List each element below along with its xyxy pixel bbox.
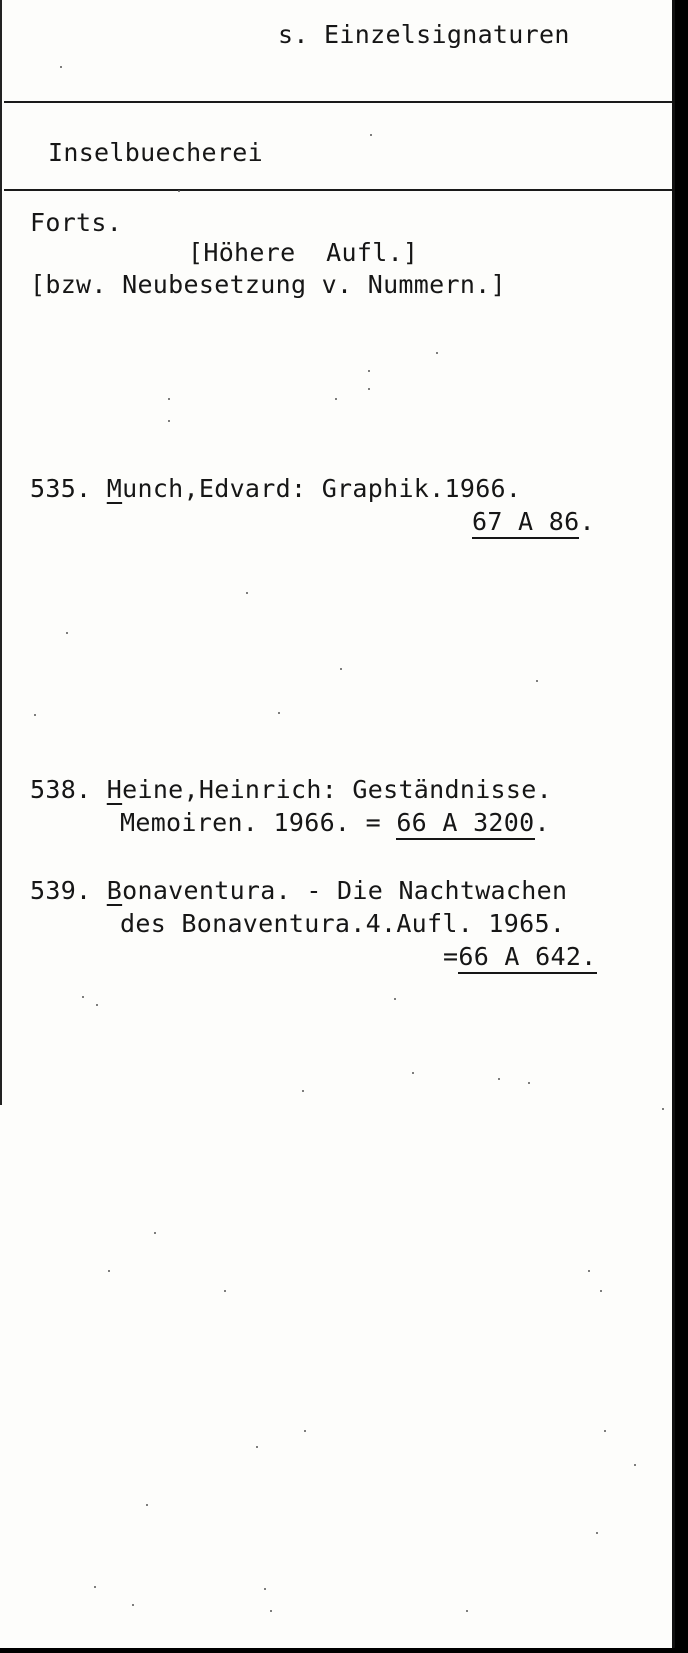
scan-speck bbox=[394, 998, 396, 1000]
scan-speck bbox=[146, 1504, 148, 1506]
scan-speck bbox=[604, 1430, 606, 1432]
entry-text: unch,Edvard: Graphik.1966. bbox=[122, 474, 522, 503]
entry-text: onaventura. - Die Nachtwachen bbox=[122, 876, 568, 905]
scan-speck bbox=[66, 632, 68, 634]
scan-speck bbox=[536, 680, 538, 682]
entry-text-line2: Memoiren. 1966. = bbox=[120, 808, 397, 837]
scan-speck bbox=[412, 1072, 414, 1074]
scan-speck bbox=[224, 1290, 226, 1292]
card-left-edge-upper bbox=[0, 0, 2, 1105]
scan-speck bbox=[256, 1446, 258, 1448]
scan-speck bbox=[94, 1586, 96, 1588]
shelf-signature: 66 A 642. bbox=[458, 942, 596, 974]
scan-speck bbox=[154, 1232, 156, 1234]
signature-suffix: . bbox=[579, 507, 595, 536]
entry-539-line1 bbox=[30, 876, 567, 906]
scan-speck bbox=[178, 190, 180, 192]
scan-speck bbox=[168, 420, 170, 422]
scan-speck bbox=[302, 1090, 304, 1092]
scan-speck bbox=[278, 712, 280, 714]
scan-speck bbox=[368, 370, 370, 372]
scan-speck bbox=[304, 1430, 306, 1432]
scan-speck bbox=[168, 398, 170, 400]
entry-538-line2 bbox=[120, 808, 550, 838]
scan-speck bbox=[596, 1532, 598, 1534]
scan-speck bbox=[662, 1108, 664, 1110]
entry-535-line1 bbox=[30, 474, 521, 504]
scan-speck bbox=[600, 1290, 602, 1292]
entry-538-line1 bbox=[30, 775, 552, 805]
entry-number: 539. bbox=[30, 876, 92, 905]
scan-speck bbox=[108, 1270, 110, 1272]
continued-note: Forts. bbox=[30, 208, 123, 237]
scan-speck bbox=[270, 1610, 272, 1612]
reference-note: s. Einzelsignaturen bbox=[278, 20, 570, 49]
entry-number: 535. bbox=[30, 474, 92, 503]
higher-editions-note: [Höhere Aufl.] bbox=[188, 238, 419, 267]
subject-heading: Inselbuecherei bbox=[48, 138, 263, 167]
entry-text: eine,Heinrich: Geständnisse. bbox=[122, 775, 552, 804]
scan-speck bbox=[264, 1588, 266, 1590]
shelf-signature: 67 A 86 bbox=[472, 507, 579, 539]
scan-speck bbox=[588, 1270, 590, 1272]
scan-speck bbox=[34, 714, 36, 716]
scan-speck bbox=[132, 1604, 134, 1606]
scan-speck bbox=[498, 1078, 500, 1080]
signature-prefix: = bbox=[443, 942, 459, 971]
scan-speck bbox=[60, 66, 62, 68]
scan-speck bbox=[634, 1464, 636, 1466]
scan-speck bbox=[96, 1004, 98, 1006]
shelf-signature: 66 A 3200 bbox=[396, 808, 534, 840]
signature-suffix: . bbox=[534, 808, 550, 837]
scan-speck bbox=[528, 1082, 530, 1084]
scan-speck bbox=[370, 134, 372, 136]
renumbering-note: [bzw. Neubesetzung v. Nummern.] bbox=[30, 270, 506, 299]
scan-speck bbox=[335, 398, 337, 400]
scan-speck bbox=[340, 668, 342, 670]
entry-initial: H bbox=[106, 775, 123, 804]
entry-539-line2: des Bonaventura.4.Aufl. 1965. bbox=[120, 909, 566, 938]
scan-speck bbox=[368, 388, 370, 390]
scan-speck bbox=[436, 352, 438, 354]
header-rule-top bbox=[4, 101, 672, 103]
entry-number: 538. bbox=[30, 775, 92, 804]
scan-speck bbox=[466, 1610, 468, 1612]
entry-initial: B bbox=[106, 876, 123, 905]
scan-speck bbox=[82, 996, 84, 998]
entry-539-signature-line bbox=[443, 942, 597, 972]
scan-speck bbox=[246, 592, 248, 594]
header-rule-bottom bbox=[4, 189, 672, 191]
entry-535-signature-line bbox=[472, 507, 595, 537]
entry-initial: M bbox=[106, 474, 123, 503]
